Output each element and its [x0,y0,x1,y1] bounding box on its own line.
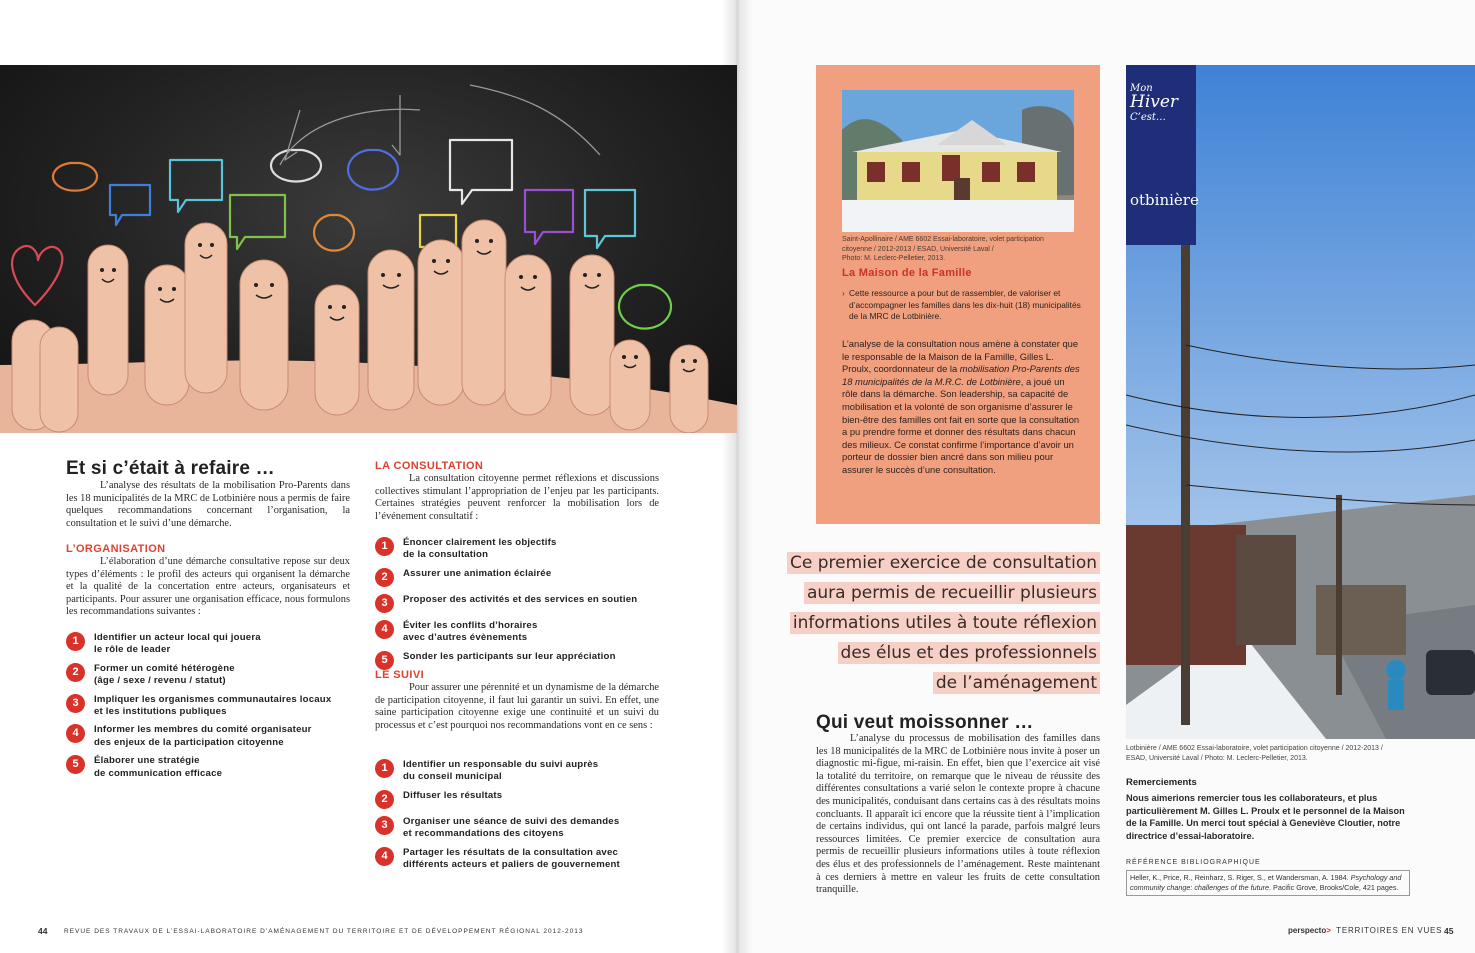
brand-tagline: TERRITOIRES EN VUES [1336,926,1443,935]
box-body-italic: mobilisation Pro-Parents des 18 municipalités de la M.R.C. de Lotbinière [842,363,1080,387]
recommendation-line: de la consultation [403,549,489,561]
number-badge: 1 [375,537,394,556]
recommendation-line: le rôle de leader [94,644,171,656]
recommendation-line: avec d’autres évènements [403,632,528,644]
speech-bubble-white [271,150,321,182]
number-badge: 4 [66,724,85,743]
organisation-recommendations-list [66,632,356,786]
finger [505,255,551,415]
finger [570,255,614,415]
number-badge: 5 [66,755,85,774]
finger [418,240,464,405]
speech-bubble-orange [53,163,97,191]
finger-faces-illustration [0,65,737,433]
reference-text: . Pacific Grove, Brooks/Cole, 421 pages. [1269,883,1399,892]
heading-organisation: L’ORGANISATION [66,543,166,555]
section-title-moissonner: Qui veut moissonner … [816,712,1034,733]
pull-quote-text: aura permis de recueillir plusieurs [804,582,1100,604]
recommendation-item [375,568,675,588]
street-photo-lotbiniere [1126,65,1475,739]
pull-quote-text: des élus et des professionnels [838,642,1100,664]
consultation-paragraph [375,473,659,523]
speech-bubble-orange-2 [314,215,354,251]
finger [462,220,506,405]
heading-consultation: LA CONSULTATION [375,460,484,472]
recommendation-line: et recommandations des citoyens [403,828,564,840]
reference-label: RÉFÉRENCE BIBLIOGRAPHIQUE [1126,859,1261,866]
folio-page-number-right: 45 [1444,926,1454,936]
intro-paragraph [66,480,350,530]
banner-line: Mon [1130,83,1153,94]
speech-bubble-white-square [450,140,512,204]
box-lead [842,288,1082,323]
recommendation-line: Former un comité hétérogène [94,662,235,674]
pull-quote-line [804,578,1100,608]
chevron-right-icon: › [842,288,845,298]
box-body-part: , a joué un rôle dans la démarche. Son leadership, sa capacité de mobilisation et la volonté de son organisme d’assurer le bien-être des familles ont fait en sorte que la consultation a pu prendre forme et donner des résultats dans chacun des milieux. Ce constat confirme l’importance d’avoir un porteur de dossier bien ancré dans son milieu pour assurer le succès d’une consultation. [842,375,1080,475]
organisation-text: L’élaboration d’une démarche consultative repose sur deux types d’éléments : le profil des acteurs qui organisent la démarche et la qualité de la concertation entre acteurs, organisateurs et participants. Pour assurer une organisation efficace, nous formulons les recommandations suivantes : [66,556,350,618]
recommendation-item [375,816,675,841]
banner-text [1130,83,1199,209]
finger [610,340,650,430]
number-badge: 2 [375,790,394,809]
recommendation-item [375,790,675,810]
recommendation-item [375,537,675,562]
caption-line: citoyenne / 2012-2013 / ESAD, Université Laval / [842,245,994,253]
speech-bubble-cyan [585,190,635,248]
number-badge: 2 [66,663,85,682]
reference-title: Psychology and community change: challenges of the future [1130,873,1402,892]
caption-line: ESAD, Université Laval / Photo: M. Leclerc-Pelletier, 2013. [1126,754,1308,762]
number-badge: 1 [375,759,394,778]
speech-bubble-blue-round [348,150,398,190]
recommendation-item [66,632,356,657]
recommendation-line: (âge / sexe / revenu / statut) [94,675,226,687]
recommendation-line: Assurer une animation éclairée [403,567,552,579]
speech-bubble-purple [525,190,573,244]
brand-name: perspecto [1288,926,1327,935]
box-body [842,338,1082,477]
moissonner-paragraph [816,733,1100,897]
recommendation-line: Organiser une séance de suivi des demandes [403,815,620,827]
speech-bubble-teal [170,160,222,212]
number-badge: 1 [66,632,85,651]
recommendation-line: Impliquer les organismes communautaires locaux [94,693,332,705]
recommendation-item [66,663,356,688]
recommendation-line: des enjeux de la participation citoyenne [94,736,284,748]
banner-line: Hiver [1130,92,1179,112]
recommendation-line: Sonder les participants sur leur appréciation [403,650,616,662]
recommendation-item [375,594,675,614]
recommendation-line: Élaborer une stratégie [94,755,200,767]
recommendation-line: du conseil municipal [403,771,502,783]
heading-suivi: LE SUIVI [375,669,425,681]
banner-line: otbinière [1130,191,1199,209]
recommendation-item [375,620,675,645]
caption-line: Photo: M. Leclerc-Pelletier, 2013. [842,255,946,262]
caption-line: Saint-Apollinaire / AME 6602 Essai-laboratoire, volet participation [842,236,1044,243]
house-photo-caption [842,235,1082,264]
speech-bubble-green [230,195,285,249]
banner-line: C’est… [1130,112,1166,123]
consultation-recommendations-list [375,537,675,677]
recommendation-line: Proposer des activités et des services en soutien [403,593,638,605]
recommendation-line: de communication efficace [94,767,223,779]
intro-text: L’analyse des résultats de la mobilisation Pro-Parents dans les 18 municipalités de la MRC de Lotbinière nous a permis de faire quelques recommandations concernant l’organisation, la consultation et le suivi d’une démarche. [66,480,350,529]
recommendation-line: Éviter les conflits d’horaires [403,619,538,631]
thanks-body: Nous aimerions remercier tous les collaborateurs, et plus particulièrement M. Gilles L. Proulx et le personnel de la Maison de la Famille. Un merci tout spécial à Geneviève Cloutier, notre directrice d’essai-laboratoire. [1126,793,1405,841]
box-lead-text: Cette ressource a pour but de rassembler, de valoriser et d’accompagner les familles dans les dix-huit (18) municipalités de la MRC de Lotbinière. [849,288,1081,321]
heart-bubble [12,246,62,305]
folio-page-number-left: 44 [38,926,48,936]
recommendation-line: Informer les membres du comité organisateur [94,724,312,736]
speech-bubble-green-round [619,285,671,329]
house-photo [842,90,1074,232]
pull-quote-text: Ce premier exercice de consultation [787,552,1100,574]
recommendation-line: Énoncer clairement les objectifs [403,537,557,548]
finger [88,245,128,395]
reference-text: Heller, K., Price, R., Reinharz, S. Riger, S., et Wandersman, A. 1984. [1130,873,1351,882]
finger [240,260,288,410]
moissonner-text: L’analyse du processus de mobilisation des familles dans les 18 municipalités de la MRC de Lotbinière nous invite à poser un diagnostic mi-figue, mi-raisin. En effet, bien que l’exercice ait visé la totalité du territoire, on remarque que le niveau de réussite des différentes consultations a varié selon le contexte propre à chacune des municipalités, conduisant dans certains cas à des résultats moins concluants. Il apparaît ici encore que la réussite tient à l’implication de certains individus, qui ont lancé la parade, parfois malgré leurs ressources limitées. Ce premier exercice de consultation aura permis de recueillir plusieurs informations utiles à toute réflexion des élus et des professionnels de l’aménagement. Reste maintenant à ces derniers à mettre en valeur les fruits de cette consultation tranquille. [816,733,1100,896]
recommendation-line: Partager les résultats de la consultation avec [403,846,619,858]
recommendation-line: différents acteurs et paliers de gouvernement [403,859,620,871]
thanks-title: Remerciements [1126,777,1197,788]
recommendation-line: Diffuser les résultats [403,789,503,801]
finger [368,250,414,410]
recommendation-item [375,759,675,784]
recommendation-item [66,755,356,780]
number-badge: 2 [375,568,394,587]
pull-quote-line [933,668,1100,698]
number-badge: 4 [375,620,394,639]
finger [185,223,227,393]
section-title-refaire: Et si c’était à refaire … [66,458,275,479]
number-badge: 4 [375,847,394,866]
number-badge: 3 [375,816,394,835]
finger [40,327,78,432]
organisation-paragraph [66,556,350,619]
number-badge: 3 [66,694,85,713]
recommendation-item [375,847,675,872]
finger [145,265,189,405]
street-photo-caption [1126,744,1446,763]
finger [315,285,359,415]
number-badge: 3 [375,594,394,613]
suivi-text: Pour assurer une pérennité et un dynamisme de la démarche de participation citoyenne, il faut lui garantir un suivi. En effet, une saine participation citoyenne exige une continuité et un suivi du processus et c’est pourquoi nos recommandations vont en ce sens : [375,682,659,731]
number-badge: 5 [375,651,394,670]
speech-bubble-blue [110,185,150,225]
reference-box [1126,870,1410,896]
box-title: La Maison de la Famille [842,267,972,279]
box-body-part: L’analyse de la consultation nous amène à constater que le responsable de la Maison de la Famille, Gilles L. Proulx, coordonnateur de la [842,338,1079,375]
scribble-arrows [280,85,600,165]
recommendation-item [375,651,675,671]
finger [670,345,708,433]
pull-quote-line [787,548,1100,578]
brand-arrow-icon: > [1326,926,1331,935]
pull-quote-line [790,608,1100,638]
hero-photo-finger-faces [0,65,737,433]
consultation-text: La consultation citoyenne permet réflexions et discussions collectives stimulant l’appropriation de l’enjeu par les participants. Certaines stratégies peuvent renforcer la mobilisation lors de l’événement consultatif : [375,473,659,522]
folio-journal-title: REVUE DES TRAVAUX DE L’ESSAI-LABORATOIRE D’AMÉNAGEMENT DU TERRITOIRE ET DE DÉVELOPPEMENT RÉGIONAL 2012-2013 [64,928,584,935]
suivi-recommendations-list [375,759,675,877]
brand-folio [1288,926,1442,935]
recommendation-line: Identifier un acteur local qui jouera [94,632,261,643]
recommendation-line: Identifier un responsable du suivi auprès [403,759,599,770]
pull-quote-text: informations utiles à toute réflexion [790,612,1100,634]
recommendation-item [66,694,356,719]
pull-quote-text: de l’aménagement [933,672,1100,694]
caption-line: Lotbinière / AME 6602 Essai-laboratoire, volet participation citoyenne / 2012-2013 / [1126,745,1383,752]
recommendation-line: et les institutions publiques [94,706,227,718]
pull-quote-line [838,638,1100,668]
recommendation-item [66,724,356,749]
suivi-paragraph [375,682,659,732]
